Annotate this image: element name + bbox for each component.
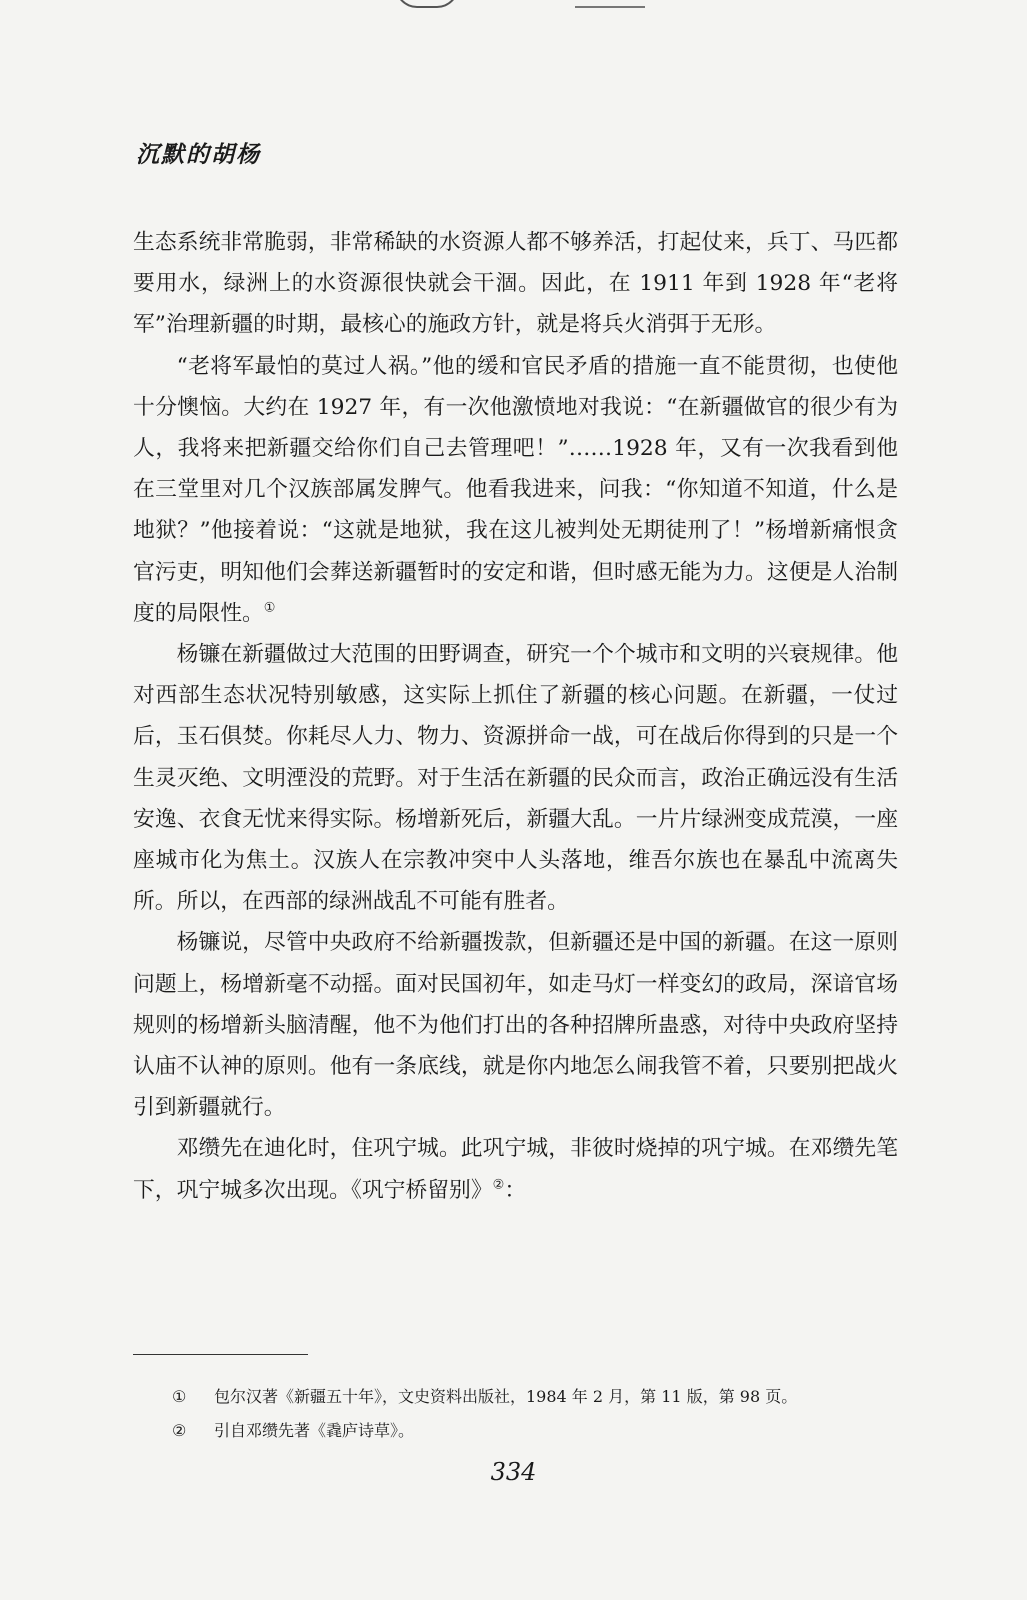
- paragraph: [133, 1128, 898, 1210]
- paragraph-text: “老将军最怕的莫过人祸。”他的缓和官民矛盾的措施一直不能贯彻，也使他十分懊恼。大约在 1927 年，有一次他激愤地对我说：“在新疆做官的很少有为人，我将来把新疆交给你们自己去管理吧！”……1928 年，又有一次我看到他在三堂里对几个汉族部属发脾气。他看我进来，问我：“你知道不知道，什么是地狱？”他接着说：“这就是地狱，我在这儿被判处无期徒刑了！”杨增新痛恨贪官污吏，明知他们会葬送新疆暂时的安定和谐，但时感无能为力。这便是人治制度的局限性。: [133, 353, 898, 626]
- paragraph-text: 杨镰说，尽管中央政府不给新疆拨款，但新疆还是中国的新疆。在这一原则问题上，杨增新毫不动摇。面对民国初年，如走马灯一样变幻的政局，深谙官场规则的杨增新头脑清醒，他不为他们打出的各种招牌所蛊惑，对待中央政府坚持认庙不认神的原则。他有一条底线，就是你内地怎么闹我管不着，只要别把战火引到新疆就行。: [133, 930, 898, 1121]
- footnote-mark: ①: [172, 1387, 187, 1406]
- paragraph: [133, 222, 898, 346]
- page-number: 334: [490, 1458, 537, 1486]
- footnote-text: 引自邓缵先著《毳庐诗草》。: [214, 1421, 415, 1440]
- paragraph-text-end: ：: [504, 1177, 527, 1203]
- footnote-mark: ②: [172, 1421, 187, 1440]
- paragraph-text: 生态系统非常脆弱，非常稀缺的水资源人都不够养活，打起仗来，兵丁、马匹都要用水，绿洲上的水资源很快就会干涸。因此，在 1911 年到 1928 年“老将军”治理新疆的时期，最核心的施政方针，就是将兵火消弭于无形。: [133, 230, 898, 338]
- footnote: [172, 1380, 892, 1414]
- paragraph: [133, 922, 898, 1128]
- top-ornament-line: [575, 0, 645, 8]
- running-head: 沉默的胡杨: [136, 142, 261, 168]
- footnote: [172, 1414, 892, 1448]
- footnote-divider: [133, 1354, 308, 1355]
- body-text: [133, 222, 898, 1211]
- paragraph-text: 邓缵先在迪化时，住巩宁城。此巩宁城，非彼时烧掉的巩宁城。在邓缵先笔下，巩宁城多次出现。《巩宁桥留别》: [133, 1136, 898, 1203]
- paragraph: [133, 634, 898, 922]
- top-ornament: [395, 0, 459, 8]
- paragraph: [133, 346, 898, 634]
- footnote-ref[interactable]: ①: [263, 600, 276, 616]
- paragraph-text: 杨镰在新疆做过大范围的田野调查，研究一个个城市和文明的兴衰规律。他对西部生态状况特别敏感，这实际上抓住了新疆的核心问题。在新疆，一仗过后，玉石俱焚。你耗尽人力、物力、资源拼命一战，可在战后你得到的只是一个生灵灭绝、文明湮没的荒野。对于生活在新疆的民众而言，政治正确远没有生活安逸、衣食无忧来得实际。杨增新死后，新疆大乱。一片片绿洲变成荒漠，一座座城市化为焦土。汉族人在宗教冲突中人头落地，维吾尔族也在暴乱中流离失所。所以，在西部的绿洲战乱不可能有胜者。: [133, 642, 898, 915]
- footnote-ref[interactable]: ②: [492, 1177, 505, 1193]
- footnote-text: 包尔汉著《新疆五十年》，文史资料出版社，1984 年 2 月，第 11 版，第 98 页。: [214, 1387, 798, 1406]
- footnotes: [172, 1380, 892, 1448]
